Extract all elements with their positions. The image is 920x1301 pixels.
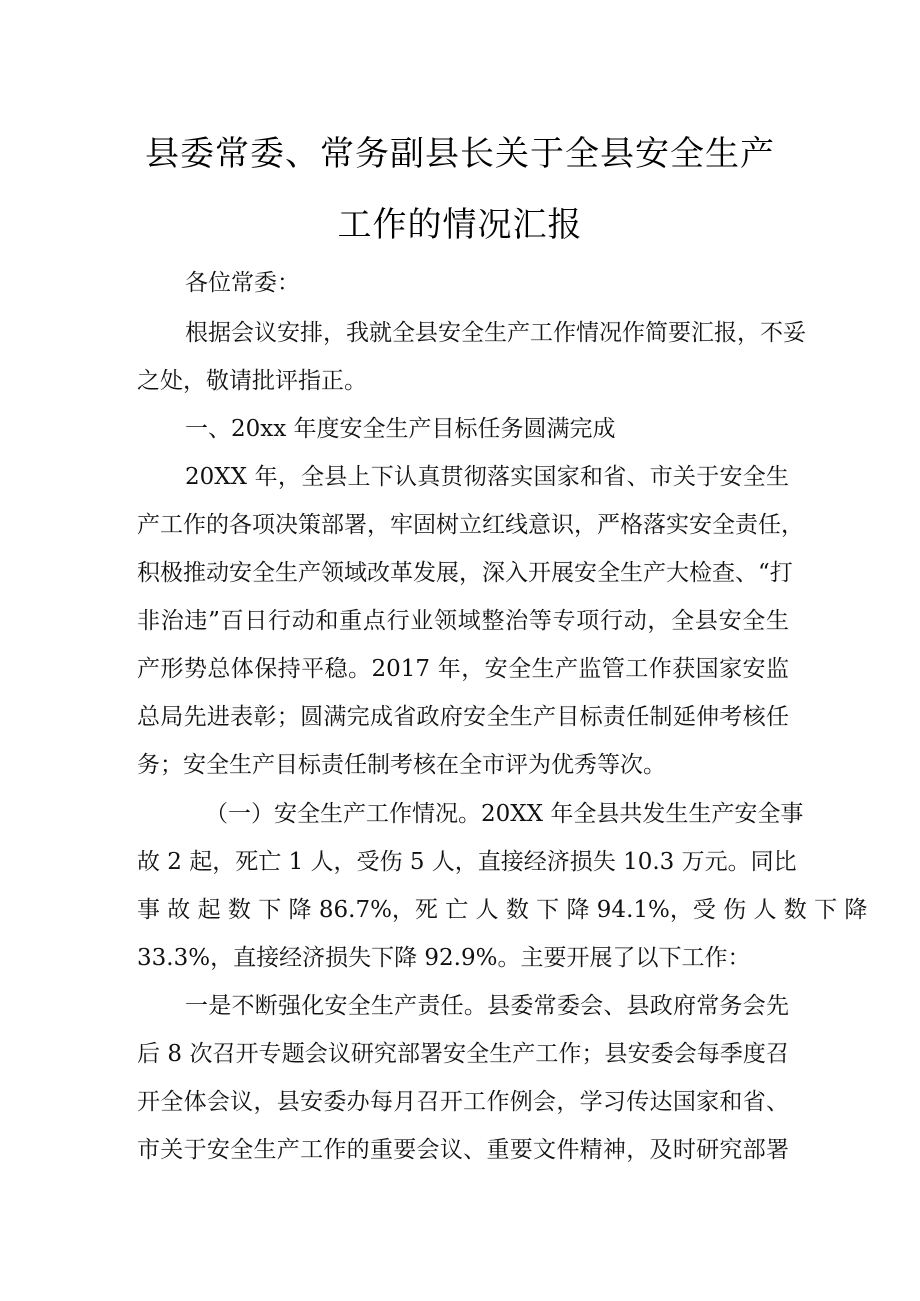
subsection-line: （一）安全生产工作情况。20XX 年全县共发生生产安全事 [205,801,804,827]
body-line: 产形势总体保持平稳。2017 年，安全生产监管工作获国家安监 [137,656,789,682]
body-line: 非治违”百日行动和重点行业领域整治等专项行动，全县安全生 [137,608,789,634]
body-line: 市关于安全生产工作的重要会议、重要文件精神，及时研究部署 [137,1137,789,1163]
body-line: 事 故 起 数 下 降 86.7%，死 亡 人 数 下 降 94.1%，受 伤 人 数 下 降 [137,897,868,923]
body-line: 一是不断强化安全生产责任。县委常委会、县政府常务会先 [185,993,789,1019]
body-line: 总局先进表彰；圆满完成省政府安全生产目标责任制延伸考核任 [137,704,789,730]
body-line: 之处，敬请批评指正。 [137,368,367,394]
body-line: 开全体会议，县安委办每月召开工作例会，学习传达国家和省、 [137,1089,789,1115]
body-line: 故 2 起，死亡 1 人，受伤 5 人，直接经济损失 10.3 万元。同比 [137,849,797,875]
body-line: 根据会议安排，我就全县安全生产工作情况作简要汇报，不妥 [185,320,806,346]
body-line: 积极推动安全生产领域改革发展，深入开展安全生产大检查、“打 [137,560,793,586]
body-line: 20XX 年，全县上下认真贯彻落实国家和省、市关于安全生 [185,464,789,490]
document-title-line-1: 县委常委、常务副县长关于全县安全生产 [145,134,775,174]
salutation: 各位常委： [185,270,300,296]
body-line: 务；安全生产目标责任制考核在全市评为优秀等次。 [137,752,666,778]
body-line: 33.3%，直接经济损失下降 92.9%。主要开展了以下工作： [137,945,751,971]
section-heading: 一、20xx 年度安全生产目标任务圆满完成 [185,416,616,442]
body-line: 产工作的各项决策部署，牢固树立红线意识，严格落实安全责任， [137,512,804,538]
body-line: 后 8 次召开专题会议研究部署安全生产工作；县安委会每季度召 [137,1041,789,1067]
document-title-line-2: 工作的情况汇报 [337,205,583,245]
